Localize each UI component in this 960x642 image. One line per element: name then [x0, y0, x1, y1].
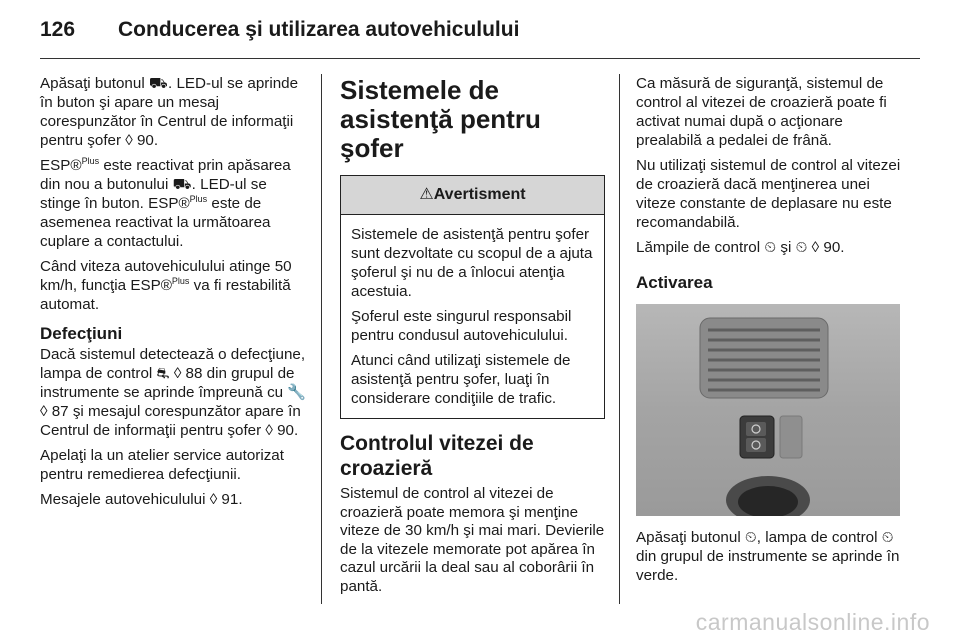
paragraph: Mesajele autovehiculului ◊ 91. [40, 491, 243, 508]
paragraph: Nu utilizaţi sistemul de control al vitezei de croazieră dacă menţinerea unei viteze constante de deplasare nu este recomandabilă. [636, 157, 901, 231]
dashboard-photo [636, 304, 900, 516]
section-heading: Activarea [636, 273, 713, 292]
column-divider [321, 74, 322, 604]
paragraph: Când viteza autovehiculului atinge 50 km/h, funcţia ESP®$^{Plus}$ va fi restabilită automat. [40, 258, 292, 313]
column-2 [340, 74, 605, 602]
dashboard-button-illustration [636, 304, 900, 516]
page-number: 126 [40, 18, 76, 41]
paragraph: Apăsaţi butonul ⛟. LED-ul se aprinde în buton şi apare un mesaj corespunzător în Centrul de informaţii pentru şofer ◊ 90. [40, 75, 299, 149]
warning-title: ⚠Avertisment [341, 176, 604, 215]
paragraph: Sistemul de control al vitezei de croazieră poate memora şi menţine viteze de 30 km/h şi mai mari. Devierile de la vitezele memorate pot apărea în cazul urcării la deal sau al coborârii în pantă. [340, 485, 605, 595]
chapter-heading: Sistemele de asistenţă pentru şofer [340, 75, 541, 163]
column-1 [40, 74, 308, 515]
section-heading: Controlul vitezei de croazieră [340, 432, 534, 480]
warning-body [341, 215, 604, 418]
paragraph: Atunci când utilizaţi sistemele de asistenţă pentru şofer, luaţi în considerare condiţiile de trafic. [351, 352, 571, 407]
section-heading: Defecţiuni [40, 324, 123, 343]
paragraph: Ca măsură de siguranţă, sistemul de control al vitezei de croazieră poate fi activat numai după o acţionare prealabilă a pedalei de frână. [636, 75, 887, 149]
column-divider [619, 74, 620, 604]
paragraph: Apelaţi la un atelier service autorizat pentru remedierea defecţiunii. [40, 447, 284, 483]
warning-box [340, 175, 605, 419]
header-divider [40, 58, 920, 59]
page-title: Conducerea şi utilizarea autovehiculului [118, 18, 520, 41]
paragraph: Sistemele de asistenţă pentru şofer sunt dezvoltate cu scopul de a ajuta şoferul şi nu de a înlocui atenţia acestuia. [351, 226, 593, 300]
paragraph: Şoferul este singurul responsabil pentru condusul autovehiculului. [351, 308, 572, 344]
page-header [40, 18, 920, 58]
column-3 [636, 74, 904, 591]
watermark: carmanualsonline.info [695, 609, 930, 635]
paragraph: ESP®$^{Plus}$ este reactivat prin apăsarea din nou a butonului ⛟. LED-ul se stinge în buton. ESP®$^{Plus}$ este de asemenea reactivat la următoarea cuplare a contactului. [40, 155, 291, 250]
paragraph: Lămpile de control ⏲ şi ⏲ ◊ 90. [636, 239, 845, 256]
paragraph: Dacă sistemul detectează o defecţiune, lampa de control ⛐ ◊ 88 din grupul de instrumente se aprinde împreună cu 🔧 ◊ 87 şi mesajul corespunzător apare în Centrul de informaţii pentru şofer ◊ 90. [40, 346, 307, 439]
paragraph: Apăsaţi butonul ⏲, lampa de control ⏲ din grupul de instrumente se aprinde în verde. [636, 529, 900, 584]
